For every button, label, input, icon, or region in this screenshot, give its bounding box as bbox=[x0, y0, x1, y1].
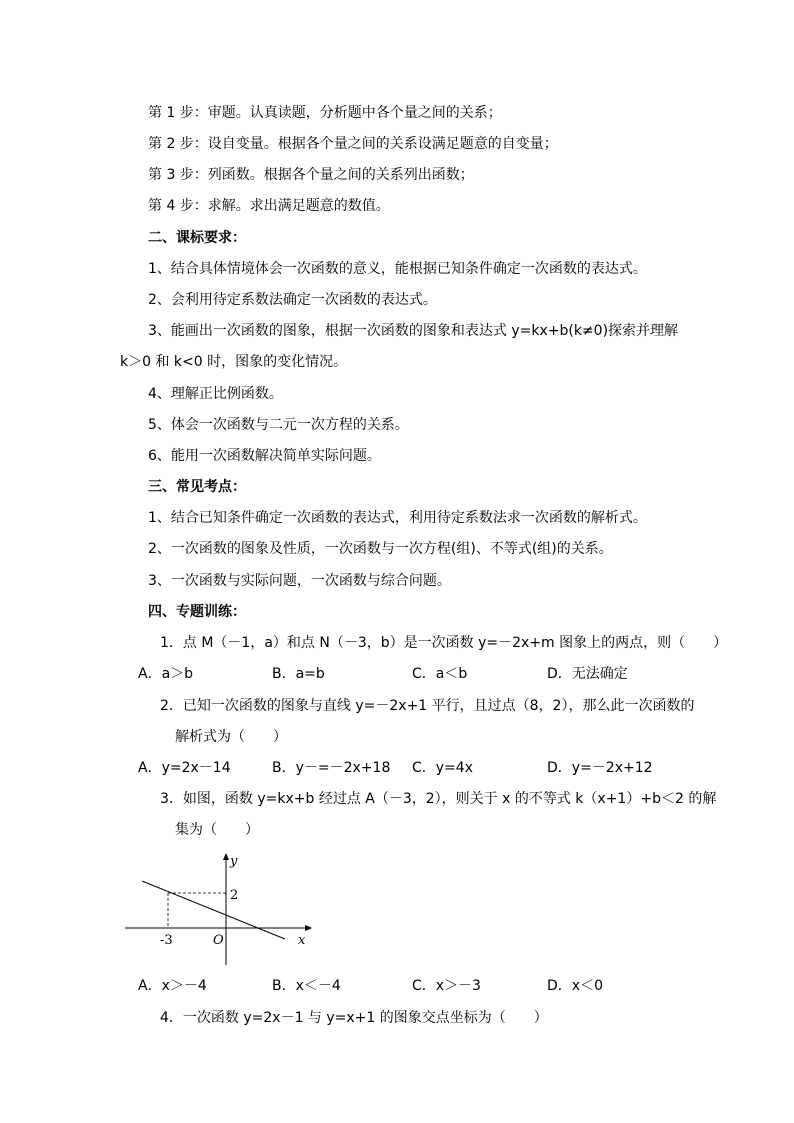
y-axis-label: y bbox=[230, 854, 238, 869]
question-4-stem: 4．一次函数 y=2x－1 与 y=x+1 的图象交点坐标为（ ） bbox=[160, 1010, 548, 1026]
question-1-option-d: D．无法确定 bbox=[547, 666, 628, 682]
question-2-option-d: D．y=－2x+12 bbox=[547, 760, 653, 776]
question-1-stem: 1．点 M（－1，a）和点 N（－3，b）是一次函数 y=－2x+m 图象上的两点，则（ ） bbox=[160, 635, 728, 651]
exam-point-1: 1、结合已知条件确定一次函数的表达式，利用待定系数法求一次函数的解析式。 bbox=[148, 510, 647, 526]
requirement-3: 3、能画出一次函数的图象，根据一次函数的图象和表达式 y=kx+b(k≠0)探索并理解 bbox=[148, 323, 679, 339]
step-4: 第 4 步：求解。求出满足题意的数值。 bbox=[148, 198, 390, 214]
section-heading-requirements: 二、课标要求： bbox=[148, 230, 246, 246]
y-tick-label: 2 bbox=[230, 888, 239, 903]
requirement-6: 6、能用一次函数解决简单实际问题。 bbox=[148, 448, 381, 464]
question-3-stem: 3．如图，函数 y=kx+b 经过点 A（－3，2），则关于 x 的不等式 k（x+1）+b＜2 的解 bbox=[160, 791, 717, 807]
question-1-option-a: A．a＞b bbox=[138, 666, 194, 682]
question-3-option-a: A．x＞－4 bbox=[138, 978, 207, 994]
x-axis-arrow bbox=[305, 925, 312, 931]
question-3-option-c: C．x＞－3 bbox=[412, 978, 481, 994]
question-1-option-c: C．a＜b bbox=[412, 666, 468, 682]
section-heading-exam-points: 三、常见考点： bbox=[148, 479, 246, 495]
requirement-5: 5、体会一次函数与二元一次方程的关系。 bbox=[148, 417, 409, 433]
function-graph bbox=[120, 850, 320, 970]
step-2: 第 2 步：设自变量。根据各个量之间的关系设满足题意的自变量； bbox=[148, 136, 558, 152]
function-line bbox=[142, 881, 285, 939]
exam-point-3: 3、一次函数与实际问题，一次函数与综合问题。 bbox=[148, 573, 451, 589]
question-2-option-b: B．y－=－2x+18 bbox=[272, 760, 391, 776]
question-2-stem-cont: 解析式为（ ） bbox=[175, 729, 287, 745]
step-3: 第 3 步：列函数。根据各个量之间的关系列出函数； bbox=[148, 167, 474, 183]
x-tick-label: -3 bbox=[160, 933, 173, 948]
question-2-option-a: A．y=2x－14 bbox=[138, 760, 231, 776]
question-3-option-b: B．x＜－4 bbox=[272, 978, 341, 994]
step-1: 第 1 步：审题。认真读题，分析题中各个量之间的关系； bbox=[148, 105, 502, 121]
origin-label: O bbox=[213, 933, 224, 948]
exam-point-2: 2、一次函数的图象及性质，一次函数与一次方程(组)、不等式(组)的关系。 bbox=[148, 541, 613, 557]
requirement-3-cont: k＞0 和 k<0 时，图象的变化情况。 bbox=[120, 354, 348, 370]
question-2-stem: 2．已知一次函数的图象与直线 y=－2x+1 平行，且过点（8，2），那么此一次函数的 bbox=[160, 698, 695, 714]
requirement-2: 2、会利用待定系数法确定一次函数的表达式。 bbox=[148, 292, 437, 308]
requirement-4: 4、理解正比例函数。 bbox=[148, 386, 283, 402]
x-axis-label: x bbox=[298, 933, 306, 948]
question-2-option-c: C．y=4x bbox=[412, 760, 473, 776]
question-3-stem-cont: 集为（ ） bbox=[175, 822, 259, 838]
question-1-option-b: B．a=b bbox=[272, 666, 325, 682]
section-heading-training: 四、专题训练： bbox=[148, 604, 246, 620]
y-axis-arrow bbox=[223, 853, 229, 860]
question-3-option-d: D．x＜0 bbox=[547, 978, 603, 994]
requirement-1: 1、结合具体情境体会一次函数的意义，能根据已知条件确定一次函数的表达式。 bbox=[148, 261, 647, 277]
